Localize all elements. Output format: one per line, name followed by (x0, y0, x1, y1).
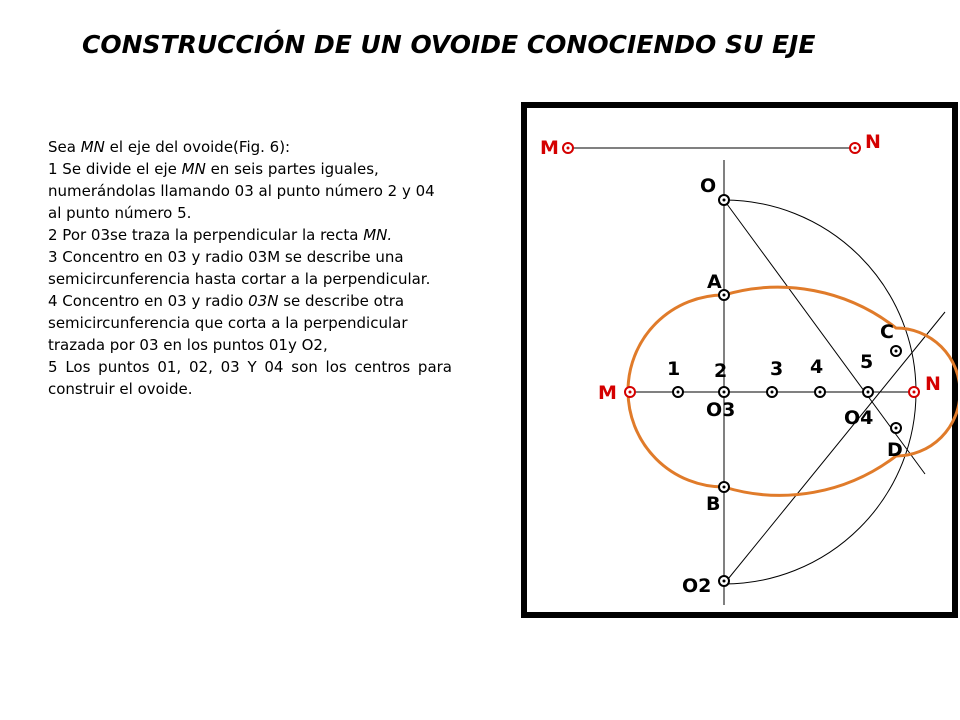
point-4-dot (819, 391, 822, 394)
label-o3: O3 (706, 399, 736, 421)
label-o: O (700, 175, 717, 197)
instruction-line: Sea MN el eje del ovoide(Fig. 6): (48, 138, 291, 156)
instruction-line: trazada por 03 en los puntos 01y O2, (48, 336, 328, 354)
instruction-line: semicircunferencia que corta a la perpendicular (48, 314, 408, 332)
label-c: C (880, 321, 894, 343)
label-4: 4 (810, 356, 824, 378)
instruction-line: numerándolas llamando 03 al punto número 2 y 04 (48, 182, 435, 200)
instruction-line: 5 Los puntos 01, 02, 03 Y 04 son los centros para construir el ovoide. (48, 358, 452, 398)
instruction-line: 4 Concentro en 03 y radio 03N se describe otra (48, 292, 405, 310)
point-o2-dot (723, 580, 726, 583)
point-m-top-dot (567, 147, 570, 150)
label-m: M (598, 382, 617, 404)
point-o-dot (723, 199, 726, 202)
label-o2: O2 (682, 575, 712, 597)
label-2: 2 (714, 360, 728, 382)
instruction-line: al punto número 5. (48, 204, 192, 222)
label-5: 5 (860, 351, 874, 373)
point-5-dot (867, 391, 870, 394)
instruction-line: semicircunferencia hasta cortar a la perpendicular. (48, 270, 431, 288)
label-m-top: M (540, 137, 559, 159)
point-n-dot (913, 391, 916, 394)
instructions-text (48, 136, 452, 400)
point-2-dot (723, 391, 726, 394)
label-a: A (707, 271, 722, 293)
point-n-top-dot (854, 147, 857, 150)
point-d-dot (895, 427, 898, 430)
label-3: 3 (770, 358, 784, 380)
point-a-dot (723, 294, 726, 297)
label-b: B (706, 493, 721, 515)
label-d: D (887, 439, 903, 461)
point-1-dot (677, 391, 680, 394)
point-b-dot (723, 486, 726, 489)
point-3-dot (771, 391, 774, 394)
page-title: CONSTRUCCIÓN DE UN OVOIDE CONOCIENDO SU EJE (82, 30, 816, 59)
instruction-line: 3 Concentro en 03 y radio 03M se describe una (48, 248, 404, 266)
point-m-dot (629, 391, 632, 394)
label-n-top: N (865, 131, 881, 153)
point-c-dot (895, 350, 898, 353)
label-o4: O4 (844, 407, 874, 429)
figure-canvas (521, 102, 958, 618)
instruction-line: 2 Por 03se traza la perpendicular la recta MN. (48, 226, 393, 244)
instruction-line: 1 Se divide el eje MN en seis partes iguales, (48, 160, 379, 178)
ovoid-construction-figure (521, 102, 958, 618)
label-1: 1 (667, 358, 681, 380)
label-n: N (925, 373, 941, 395)
figure-frame (524, 105, 955, 615)
